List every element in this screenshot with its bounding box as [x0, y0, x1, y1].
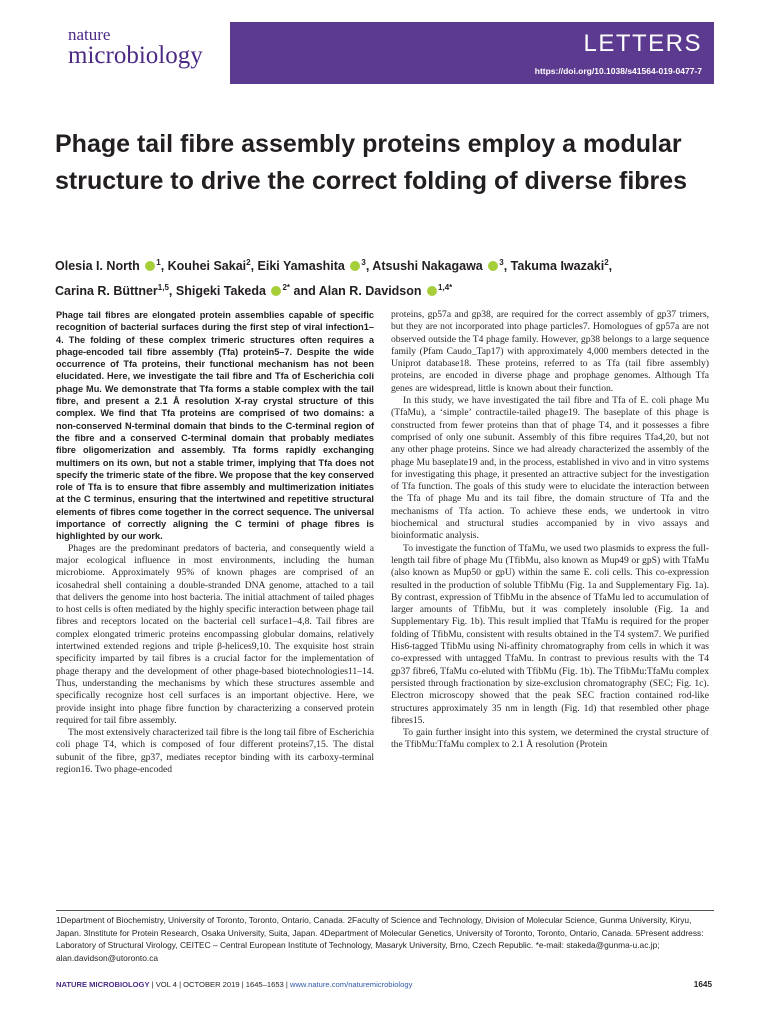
- footer-issue: | VOL 4 | OCTOBER 2019 | 1645–1653 |: [149, 980, 290, 989]
- author-line-1: Olesia I. North $^1$, Kouhei Sakai$^2$, Eiki Yamashita $^3$, Atsushi Nakagawa $^3$, Takuma Iwazaki$^2$,: [55, 258, 613, 274]
- author-list: [55, 252, 715, 302]
- body-paragraph: In this study, we have investigated the tail fibre and Tfa of E. coli phage Mu (TfaMu), a ‘simple’ contractile-tailed phage19. The baseplate of this phage is constructed from fewer proteins than that of phage T4, and it possesses a fibre comprised of only one subunit. Assembly of this fibre requires Tfa4,20, but not any other phage proteins. Since we had already characterized the assembly of the phage Mu baseplate19 and, in the process, established in vivo and in vitro systems for investigating this phage, it presented an attractive subject for the investigation of Tfa function. The goals of this study were to elucidate the interaction between the Tfa of phage Mu and its tail fibre, the domain structure of Tfa and the mechanisms of Tfa action. To achieve these ends, we undertook in vitro biochemical and structural studies accompanied by in vivo assays and bioinformatic analysis.: [391, 395, 709, 542]
- body-paragraph: The most extensively characterized tail fibre is the long tail fibre of Escherichia coli phage T4, which is composed of four different proteins7,15. The distal subunit of the fibre, gp37, mediates receptor binding with its carboxy-terminal region16. Two phage-encoded: [56, 727, 374, 775]
- article-title: Phage tail fibre assembly proteins employ a modular structure to drive the correct folding of diverse fibres: [55, 130, 688, 195]
- body-paragraph: To investigate the function of TfaMu, we used two plasmids to express the full-length tail fibre of phage Mu (TfibMu, also known as Mup49 or gpS) with TfaMu (also known as Mup50 or gpU) within the same E. coli cells. This co-expression resulted in the production of soluble TfibMu (Fig. 1a and Supplementary Fig. 1a). By contrast, expression of TfibMu in the absence of TfaMu led to accumulation of larger amounts of TfibMu, but it was completely insoluble (Fig. 1a and Supplementary Fig. 1b). This result implied that TfaMu is required for the proper folding of TfibMu, consistent with results obtained in the T4 system7. We purified His6-tagged TfibMu using Ni-affinity chromatography from cells in which it was co-expressed with untagged TfaMu. In contrast to previous results with the T4 gp37 fibre6, TfaMu co-eluted with TfibMu (Fig. 1b). The TfibMu:TfaMu complex persisted through fractionation by size-exclusion chromatography (SEC; Fig. 1c). Electron microscopy showed that the peak SEC fraction contained rod-like structures approximately 35 nm in length (Fig. 1d) that resembled other phage fibres15.: [391, 542, 709, 726]
- orcid-icon[interactable]: [350, 261, 360, 271]
- author-name[interactable]: Carina R. Büttner: [55, 284, 158, 299]
- orcid-icon[interactable]: [488, 261, 498, 271]
- orcid-icon[interactable]: [427, 286, 437, 296]
- page-footer: [56, 980, 714, 989]
- body-paragraph: Phages are the predominant predators of bacteria, and consequently wield a major ecological influence in most environments, including the human microbiome. Approximately 95% of known phages are comprised of an icosahedral shell containing a double-stranded DNA genome, attached to a tail that delivers the genome into host bacteria. The initial attachment of tailed phages to host cells is often mediated by the highly specific interaction between phage tail fibres and receptors located on the bacterial cell surface1–4,8. Tail fibres are complex elongated trimeric proteins encompassing globular domains, relatively intertwined extended regions and triple β-helices9,10. The exquisite host strain specificity imparted by tail fibres is a crucial factor for the implementation of phage therapy and the development of other phage-based biotechnologies11–14. Thus, understanding the mechanisms by which these structures assemble and specifically recognize host cell surfaces is an important objective. Here, we provide insight into phage fibre function by characterizing a conserved protein required for tail fibre assembly.: [56, 542, 374, 726]
- affiliations-footnote: 1Department of Biochemistry, University of Toronto, Toronto, Ontario, Canada. 2Faculty of Science and Technology, Division of Molecular Science, Gunma University, Kiryu, Japan. 3Institute for Protein Research, Osaka University, Suita, Japan. 4Department of Molecular Genetics, University of Toronto, Toronto, Ontario, Canada. 5Present address: Laboratory of Structural Virology, CEITEC – Central European Institute of Technology, Masaryk University, Brno, Czech Republic. *e-mail: stakeda@gunma-u.ac.jp; alan.davidson@utoronto.ca: [56, 915, 704, 963]
- author-name[interactable]: Shigeki Takeda: [175, 284, 266, 299]
- author-affiliation: 3: [361, 258, 366, 267]
- author-name[interactable]: Alan R. Davidson: [318, 284, 422, 299]
- author-affiliation: 2: [246, 258, 251, 267]
- body-column-right: [391, 309, 709, 752]
- abstract: Phage tail fibres are elongated protein assemblies capable of specific recognition of bacterial surfaces during the first step of viral infection1–4. The folding of these complex trimeric structures often requires a phage-encoded tail fibre assembly (Tfa) protein5–7. Despite the wide occurrence of Tfa proteins, their functional mechanism has not been elucidated. Here, we investigate the tail fibre and Tfa of Escherichia coli phage Mu. We demonstrate that Tfa forms a stable complex with the tail fibre, and present a 2.1 Å resolution X-ray crystal structure of this complex. We find that Tfa proteins are comprised of two domains: a non-conserved N-terminal domain that binds to the C-terminal region of the fibre and a conserved C-terminal domain that probably mediates fibre oligomerization and assembly. Tfa forms rapidly exchanging multimers on its own, but not a stable trimer, implying that Tfa does not specify the trimeric state of the fibre. We propose that the key conserved role of Tfa is to ensure that fibre assembly and multimerization initiates at the C terminus, ensuring that the intertwined and repetitive structural elements of fibres come together in the correct sequence. The universal importance of correctly aligning the C termini of phage fibres is highlighted by our work.: [56, 310, 374, 542]
- author-affiliation: 1,5: [157, 283, 169, 293]
- section-label: LETTERS: [583, 30, 702, 57]
- author-name[interactable]: Olesia I. North: [55, 259, 140, 274]
- logo-line-microbiology: microbiology: [68, 42, 203, 69]
- author-affiliation: 2*: [282, 283, 291, 293]
- author-name[interactable]: Takuma Iwazaki: [510, 259, 605, 274]
- author-affiliation: 1,4*: [438, 283, 453, 293]
- author-name[interactable]: Kouhei Sakai: [167, 259, 247, 274]
- footnote-divider: [56, 910, 714, 911]
- author-affiliation: 2: [604, 258, 609, 267]
- doi-link[interactable]: https://doi.org/10.1038/s41564-019-0477-7: [534, 66, 702, 76]
- orcid-icon[interactable]: [271, 286, 281, 296]
- body-paragraph: proteins, gp57a and gp38, are required for the correct assembly of gp37 trimers, but they are not incorporated into phage particles7. Homologues of gp57a are not observed outside the T4 phage family. However, gp38 belongs to a large sequence family (Pfam Caudo_Tap17) with approximately 4,000 members detected in the Uniprot database18. These proteins, referred to as Tfa (tail fibre assembly) proteins, are encoded in diverse phage and prophage genomes. Although Tfa genes are widespread, little is known about their function.: [391, 309, 709, 394]
- author-name[interactable]: Eiki Yamashita: [257, 259, 345, 274]
- header-band: [230, 22, 714, 84]
- page-number: 1645: [693, 980, 712, 989]
- author-affiliation: 3: [499, 258, 504, 267]
- body-column-left: [56, 309, 374, 776]
- footer-journal: NATURE MICROBIOLOGY: [56, 980, 150, 989]
- logo-line-nature: nature: [68, 25, 111, 44]
- author-affiliation: 1: [156, 258, 161, 267]
- footer-url-link[interactable]: www.nature.com/naturemicrobiology: [289, 980, 413, 989]
- orcid-icon[interactable]: [145, 261, 155, 271]
- body-paragraph: To gain further insight into this system, we determined the crystal structure of the TfibMu:TfaMu complex to 2.1 Å resolution (Protein: [391, 727, 709, 751]
- author-line-2: Carina R. Büttner$^{1,5}$, Shigeki Takeda $^{2*}$ and Alan R. Davidson $^{1,4*}$: [55, 283, 453, 299]
- author-name[interactable]: Atsushi Nakagawa: [372, 259, 483, 274]
- journal-logo[interactable]: [68, 26, 203, 68]
